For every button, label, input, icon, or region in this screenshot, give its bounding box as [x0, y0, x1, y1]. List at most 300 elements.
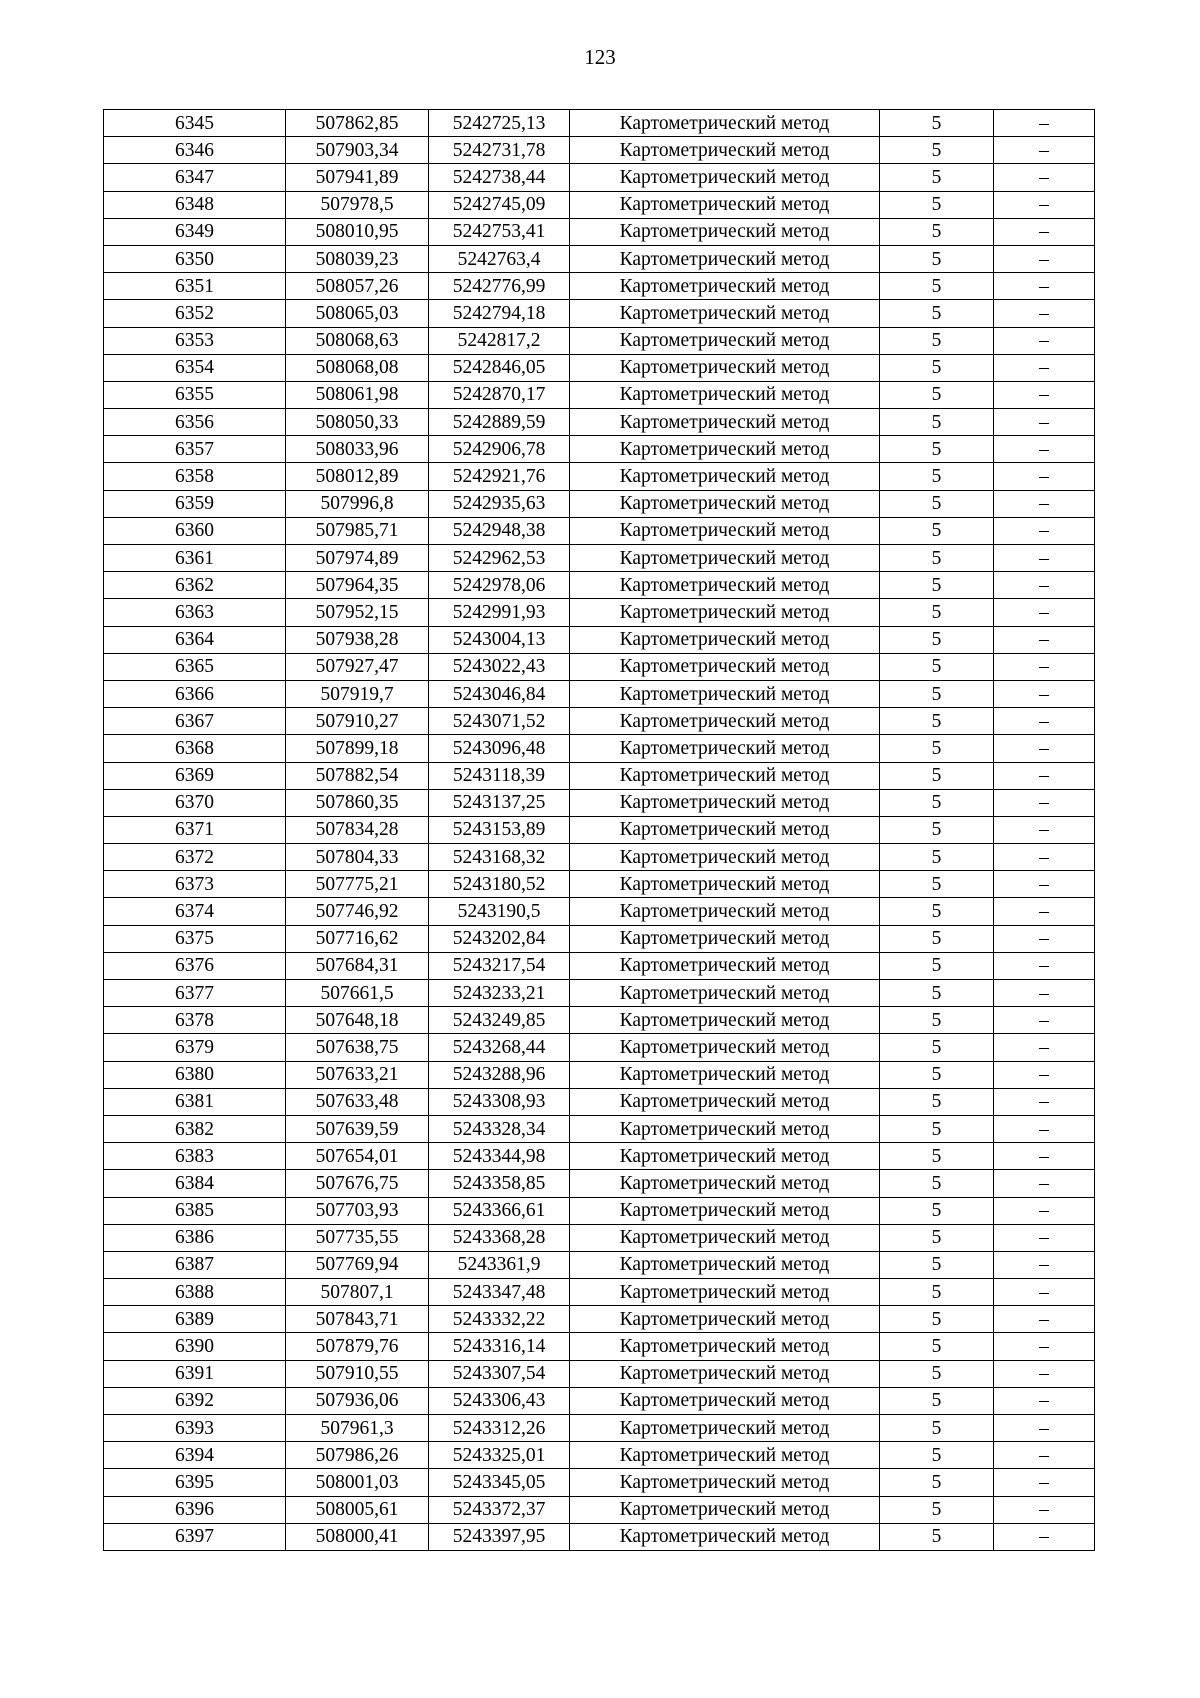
x-coordinate-cell: 507952,15	[286, 599, 429, 626]
x-coordinate-cell: 507746,92	[286, 898, 429, 925]
note-cell: –	[994, 762, 1095, 789]
method-cell: Картометрический метод	[570, 980, 880, 1007]
table-row	[104, 1442, 1095, 1469]
y-coordinate-cell: 5242794,18	[429, 300, 570, 327]
x-coordinate-cell: 507862,85	[286, 110, 429, 137]
accuracy-cell: 5	[880, 1197, 994, 1224]
point-number-cell: 6382	[104, 1115, 286, 1142]
x-coordinate-cell: 507661,5	[286, 980, 429, 1007]
point-number-cell: 6357	[104, 436, 286, 463]
accuracy-cell: 5	[880, 1279, 994, 1306]
method-cell: Картометрический метод	[570, 1197, 880, 1224]
x-coordinate-cell: 507804,33	[286, 844, 429, 871]
point-number-cell: 6349	[104, 218, 286, 245]
table-row	[104, 680, 1095, 707]
note-cell: –	[994, 1143, 1095, 1170]
method-cell: Картометрический метод	[570, 245, 880, 272]
accuracy-cell: 5	[880, 1251, 994, 1278]
accuracy-cell: 5	[880, 680, 994, 707]
table-row	[104, 191, 1095, 218]
note-cell: –	[994, 925, 1095, 952]
accuracy-cell: 5	[880, 1523, 994, 1550]
y-coordinate-cell: 5243022,43	[429, 653, 570, 680]
y-coordinate-cell: 5242776,99	[429, 273, 570, 300]
table-row	[104, 490, 1095, 517]
y-coordinate-cell: 5243397,95	[429, 1523, 570, 1550]
y-coordinate-cell: 5243071,52	[429, 708, 570, 735]
y-coordinate-cell: 5243046,84	[429, 680, 570, 707]
method-cell: Картометрический метод	[570, 164, 880, 191]
y-coordinate-cell: 5243180,52	[429, 871, 570, 898]
point-number-cell: 6381	[104, 1088, 286, 1115]
method-cell: Картометрический метод	[570, 545, 880, 572]
accuracy-cell: 5	[880, 1360, 994, 1387]
method-cell: Картометрический метод	[570, 1224, 880, 1251]
point-number-cell: 6392	[104, 1387, 286, 1414]
method-cell: Картометрический метод	[570, 1496, 880, 1523]
accuracy-cell: 5	[880, 980, 994, 1007]
table-row	[104, 735, 1095, 762]
accuracy-cell: 5	[880, 409, 994, 436]
point-number-cell: 6363	[104, 599, 286, 626]
note-cell: –	[994, 354, 1095, 381]
y-coordinate-cell: 5243316,14	[429, 1333, 570, 1360]
note-cell: –	[994, 409, 1095, 436]
x-coordinate-cell: 508001,03	[286, 1469, 429, 1496]
x-coordinate-cell: 507633,21	[286, 1061, 429, 1088]
note-cell: –	[994, 980, 1095, 1007]
accuracy-cell: 5	[880, 844, 994, 871]
point-number-cell: 6359	[104, 490, 286, 517]
method-cell: Картометрический метод	[570, 708, 880, 735]
point-number-cell: 6394	[104, 1442, 286, 1469]
note-cell: –	[994, 1061, 1095, 1088]
table-row	[104, 1007, 1095, 1034]
y-coordinate-cell: 5243190,5	[429, 898, 570, 925]
x-coordinate-cell: 507684,31	[286, 952, 429, 979]
x-coordinate-cell: 507903,34	[286, 137, 429, 164]
accuracy-cell: 5	[880, 1442, 994, 1469]
note-cell: –	[994, 1387, 1095, 1414]
x-coordinate-cell: 507639,59	[286, 1115, 429, 1142]
y-coordinate-cell: 5242763,4	[429, 245, 570, 272]
accuracy-cell: 5	[880, 572, 994, 599]
note-cell: –	[994, 952, 1095, 979]
x-coordinate-cell: 507843,71	[286, 1306, 429, 1333]
x-coordinate-cell: 507910,55	[286, 1360, 429, 1387]
note-cell: –	[994, 1306, 1095, 1333]
y-coordinate-cell: 5243358,85	[429, 1170, 570, 1197]
note-cell: –	[994, 844, 1095, 871]
table-row	[104, 1061, 1095, 1088]
accuracy-cell: 5	[880, 381, 994, 408]
method-cell: Картометрический метод	[570, 110, 880, 137]
method-cell: Картометрический метод	[570, 436, 880, 463]
table-row	[104, 871, 1095, 898]
point-number-cell: 6388	[104, 1279, 286, 1306]
accuracy-cell: 5	[880, 952, 994, 979]
method-cell: Картометрический метод	[570, 1061, 880, 1088]
y-coordinate-cell: 5243268,44	[429, 1034, 570, 1061]
x-coordinate-cell: 507964,35	[286, 572, 429, 599]
x-coordinate-cell: 507775,21	[286, 871, 429, 898]
method-cell: Картометрический метод	[570, 572, 880, 599]
point-number-cell: 6375	[104, 925, 286, 952]
y-coordinate-cell: 5243347,48	[429, 1279, 570, 1306]
accuracy-cell: 5	[880, 626, 994, 653]
y-coordinate-cell: 5243325,01	[429, 1442, 570, 1469]
point-number-cell: 6358	[104, 463, 286, 490]
point-number-cell: 6376	[104, 952, 286, 979]
table-row	[104, 409, 1095, 436]
accuracy-cell: 5	[880, 871, 994, 898]
method-cell: Картометрический метод	[570, 1469, 880, 1496]
x-coordinate-cell: 508057,26	[286, 273, 429, 300]
x-coordinate-cell: 507834,28	[286, 816, 429, 843]
note-cell: –	[994, 517, 1095, 544]
x-coordinate-cell: 508000,41	[286, 1523, 429, 1550]
y-coordinate-cell: 5242906,78	[429, 436, 570, 463]
x-coordinate-cell: 508010,95	[286, 218, 429, 245]
table-row	[104, 816, 1095, 843]
note-cell: –	[994, 599, 1095, 626]
point-number-cell: 6377	[104, 980, 286, 1007]
accuracy-cell: 5	[880, 898, 994, 925]
method-cell: Картометрический метод	[570, 1333, 880, 1360]
x-coordinate-cell: 508033,96	[286, 436, 429, 463]
x-coordinate-cell: 507648,18	[286, 1007, 429, 1034]
accuracy-cell: 5	[880, 1170, 994, 1197]
method-cell: Картометрический метод	[570, 191, 880, 218]
method-cell: Картометрический метод	[570, 1143, 880, 1170]
note-cell: –	[994, 1469, 1095, 1496]
method-cell: Картометрический метод	[570, 626, 880, 653]
y-coordinate-cell: 5243217,54	[429, 952, 570, 979]
note-cell: –	[994, 1007, 1095, 1034]
table-row	[104, 1306, 1095, 1333]
note-cell: –	[994, 300, 1095, 327]
table-row	[104, 354, 1095, 381]
method-cell: Картометрический метод	[570, 844, 880, 871]
accuracy-cell: 5	[880, 1034, 994, 1061]
y-coordinate-cell: 5243137,25	[429, 789, 570, 816]
accuracy-cell: 5	[880, 1143, 994, 1170]
accuracy-cell: 5	[880, 1224, 994, 1251]
x-coordinate-cell: 507986,26	[286, 1442, 429, 1469]
method-cell: Картометрический метод	[570, 680, 880, 707]
x-coordinate-cell: 507936,06	[286, 1387, 429, 1414]
method-cell: Картометрический метод	[570, 925, 880, 952]
x-coordinate-cell: 507716,62	[286, 925, 429, 952]
table-row	[104, 980, 1095, 1007]
method-cell: Картометрический метод	[570, 653, 880, 680]
accuracy-cell: 5	[880, 1333, 994, 1360]
note-cell: –	[994, 1088, 1095, 1115]
note-cell: –	[994, 164, 1095, 191]
x-coordinate-cell: 507899,18	[286, 735, 429, 762]
note-cell: –	[994, 1523, 1095, 1550]
y-coordinate-cell: 5243096,48	[429, 735, 570, 762]
accuracy-cell: 5	[880, 517, 994, 544]
y-coordinate-cell: 5243004,13	[429, 626, 570, 653]
method-cell: Картометрический метод	[570, 409, 880, 436]
table-row	[104, 436, 1095, 463]
accuracy-cell: 5	[880, 708, 994, 735]
x-coordinate-cell: 508039,23	[286, 245, 429, 272]
accuracy-cell: 5	[880, 545, 994, 572]
table-row	[104, 708, 1095, 735]
note-cell: –	[994, 327, 1095, 354]
table-row	[104, 273, 1095, 300]
point-number-cell: 6369	[104, 762, 286, 789]
accuracy-cell: 5	[880, 137, 994, 164]
point-number-cell: 6383	[104, 1143, 286, 1170]
point-number-cell: 6389	[104, 1306, 286, 1333]
y-coordinate-cell: 5242731,78	[429, 137, 570, 164]
point-number-cell: 6386	[104, 1224, 286, 1251]
point-number-cell: 6371	[104, 816, 286, 843]
y-coordinate-cell: 5242846,05	[429, 354, 570, 381]
y-coordinate-cell: 5243361,9	[429, 1251, 570, 1278]
y-coordinate-cell: 5243368,28	[429, 1224, 570, 1251]
point-number-cell: 6396	[104, 1496, 286, 1523]
accuracy-cell: 5	[880, 300, 994, 327]
note-cell: –	[994, 1496, 1095, 1523]
method-cell: Картометрический метод	[570, 1415, 880, 1442]
method-cell: Картометрический метод	[570, 1251, 880, 1278]
table-row	[104, 1197, 1095, 1224]
table-row	[104, 1415, 1095, 1442]
point-number-cell: 6367	[104, 708, 286, 735]
x-coordinate-cell: 507879,76	[286, 1333, 429, 1360]
y-coordinate-cell: 5243306,43	[429, 1387, 570, 1414]
table-row	[104, 844, 1095, 871]
table-row	[104, 1469, 1095, 1496]
accuracy-cell: 5	[880, 789, 994, 816]
table-row	[104, 1170, 1095, 1197]
y-coordinate-cell: 5243118,39	[429, 762, 570, 789]
table-row	[104, 789, 1095, 816]
note-cell: –	[994, 191, 1095, 218]
note-cell: –	[994, 110, 1095, 137]
point-number-cell: 6353	[104, 327, 286, 354]
point-number-cell: 6390	[104, 1333, 286, 1360]
note-cell: –	[994, 680, 1095, 707]
note-cell: –	[994, 137, 1095, 164]
x-coordinate-cell: 507941,89	[286, 164, 429, 191]
table-row	[104, 381, 1095, 408]
table-row	[104, 463, 1095, 490]
y-coordinate-cell: 5242935,63	[429, 490, 570, 517]
y-coordinate-cell: 5243312,26	[429, 1415, 570, 1442]
note-cell: –	[994, 572, 1095, 599]
method-cell: Картометрический метод	[570, 871, 880, 898]
y-coordinate-cell: 5243308,93	[429, 1088, 570, 1115]
table-row	[104, 1088, 1095, 1115]
point-number-cell: 6355	[104, 381, 286, 408]
y-coordinate-cell: 5242738,44	[429, 164, 570, 191]
table-row	[104, 545, 1095, 572]
accuracy-cell: 5	[880, 1061, 994, 1088]
note-cell: –	[994, 898, 1095, 925]
note-cell: –	[994, 436, 1095, 463]
point-number-cell: 6370	[104, 789, 286, 816]
point-number-cell: 6348	[104, 191, 286, 218]
table-row	[104, 110, 1095, 137]
y-coordinate-cell: 5242753,41	[429, 218, 570, 245]
note-cell: –	[994, 463, 1095, 490]
method-cell: Картометрический метод	[570, 1115, 880, 1142]
method-cell: Картометрический метод	[570, 300, 880, 327]
method-cell: Картометрический метод	[570, 1034, 880, 1061]
point-number-cell: 6362	[104, 572, 286, 599]
accuracy-cell: 5	[880, 273, 994, 300]
method-cell: Картометрический метод	[570, 463, 880, 490]
coordinates-table-body	[104, 110, 1095, 1551]
note-cell: –	[994, 381, 1095, 408]
table-row	[104, 1115, 1095, 1142]
y-coordinate-cell: 5243372,37	[429, 1496, 570, 1523]
table-row	[104, 762, 1095, 789]
accuracy-cell: 5	[880, 816, 994, 843]
table-row	[104, 925, 1095, 952]
y-coordinate-cell: 5242889,59	[429, 409, 570, 436]
point-number-cell: 6354	[104, 354, 286, 381]
point-number-cell: 6347	[104, 164, 286, 191]
table-row	[104, 653, 1095, 680]
point-number-cell: 6372	[104, 844, 286, 871]
x-coordinate-cell: 507735,55	[286, 1224, 429, 1251]
point-number-cell: 6378	[104, 1007, 286, 1034]
method-cell: Картометрический метод	[570, 599, 880, 626]
point-number-cell: 6350	[104, 245, 286, 272]
accuracy-cell: 5	[880, 1415, 994, 1442]
x-coordinate-cell: 507927,47	[286, 653, 429, 680]
point-number-cell: 6393	[104, 1415, 286, 1442]
y-coordinate-cell: 5242921,76	[429, 463, 570, 490]
method-cell: Картометрический метод	[570, 517, 880, 544]
method-cell: Картометрический метод	[570, 327, 880, 354]
accuracy-cell: 5	[880, 327, 994, 354]
table-row	[104, 164, 1095, 191]
method-cell: Картометрический метод	[570, 1306, 880, 1333]
method-cell: Картометрический метод	[570, 1279, 880, 1306]
note-cell: –	[994, 1442, 1095, 1469]
x-coordinate-cell: 508012,89	[286, 463, 429, 490]
method-cell: Картометрический метод	[570, 898, 880, 925]
note-cell: –	[994, 1279, 1095, 1306]
accuracy-cell: 5	[880, 1115, 994, 1142]
x-coordinate-cell: 508068,08	[286, 354, 429, 381]
table-row	[104, 245, 1095, 272]
y-coordinate-cell: 5243366,61	[429, 1197, 570, 1224]
y-coordinate-cell: 5243307,54	[429, 1360, 570, 1387]
note-cell: –	[994, 490, 1095, 517]
x-coordinate-cell: 507638,75	[286, 1034, 429, 1061]
method-cell: Картометрический метод	[570, 490, 880, 517]
note-cell: –	[994, 545, 1095, 572]
x-coordinate-cell: 508005,61	[286, 1496, 429, 1523]
note-cell: –	[994, 1224, 1095, 1251]
accuracy-cell: 5	[880, 436, 994, 463]
table-row	[104, 626, 1095, 653]
y-coordinate-cell: 5243153,89	[429, 816, 570, 843]
page-number: 123	[584, 45, 616, 69]
y-coordinate-cell: 5242948,38	[429, 517, 570, 544]
table-row	[104, 898, 1095, 925]
x-coordinate-cell: 507961,3	[286, 1415, 429, 1442]
table-row	[104, 1224, 1095, 1251]
accuracy-cell: 5	[880, 354, 994, 381]
method-cell: Картометрический метод	[570, 1442, 880, 1469]
method-cell: Картометрический метод	[570, 1387, 880, 1414]
x-coordinate-cell: 507974,89	[286, 545, 429, 572]
x-coordinate-cell: 507910,27	[286, 708, 429, 735]
accuracy-cell: 5	[880, 1088, 994, 1115]
accuracy-cell: 5	[880, 218, 994, 245]
accuracy-cell: 5	[880, 1469, 994, 1496]
point-number-cell: 6365	[104, 653, 286, 680]
y-coordinate-cell: 5243332,22	[429, 1306, 570, 1333]
table-row	[104, 572, 1095, 599]
x-coordinate-cell: 507860,35	[286, 789, 429, 816]
x-coordinate-cell: 507769,94	[286, 1251, 429, 1278]
note-cell: –	[994, 1034, 1095, 1061]
note-cell: –	[994, 1360, 1095, 1387]
table-row	[104, 1387, 1095, 1414]
accuracy-cell: 5	[880, 925, 994, 952]
accuracy-cell: 5	[880, 164, 994, 191]
point-number-cell: 6385	[104, 1197, 286, 1224]
y-coordinate-cell: 5242962,53	[429, 545, 570, 572]
note-cell: –	[994, 626, 1095, 653]
method-cell: Картометрический метод	[570, 137, 880, 164]
method-cell: Картометрический метод	[570, 816, 880, 843]
y-coordinate-cell: 5242978,06	[429, 572, 570, 599]
table-row	[104, 1523, 1095, 1550]
x-coordinate-cell: 507985,71	[286, 517, 429, 544]
note-cell: –	[994, 273, 1095, 300]
method-cell: Картометрический метод	[570, 381, 880, 408]
table-row	[104, 1143, 1095, 1170]
point-number-cell: 6366	[104, 680, 286, 707]
point-number-cell: 6352	[104, 300, 286, 327]
accuracy-cell: 5	[880, 191, 994, 218]
point-number-cell: 6373	[104, 871, 286, 898]
point-number-cell: 6379	[104, 1034, 286, 1061]
method-cell: Картометрический метод	[570, 952, 880, 979]
x-coordinate-cell: 508068,63	[286, 327, 429, 354]
x-coordinate-cell: 507807,1	[286, 1279, 429, 1306]
point-number-cell: 6368	[104, 735, 286, 762]
point-number-cell: 6391	[104, 1360, 286, 1387]
point-number-cell: 6360	[104, 517, 286, 544]
accuracy-cell: 5	[880, 599, 994, 626]
method-cell: Картометрический метод	[570, 789, 880, 816]
x-coordinate-cell: 508050,33	[286, 409, 429, 436]
table-row	[104, 1251, 1095, 1278]
x-coordinate-cell: 508061,98	[286, 381, 429, 408]
note-cell: –	[994, 245, 1095, 272]
y-coordinate-cell: 5243202,84	[429, 925, 570, 952]
note-cell: –	[994, 1415, 1095, 1442]
accuracy-cell: 5	[880, 110, 994, 137]
note-cell: –	[994, 1333, 1095, 1360]
y-coordinate-cell: 5242725,13	[429, 110, 570, 137]
y-coordinate-cell: 5242817,2	[429, 327, 570, 354]
note-cell: –	[994, 1197, 1095, 1224]
table-row	[104, 952, 1095, 979]
